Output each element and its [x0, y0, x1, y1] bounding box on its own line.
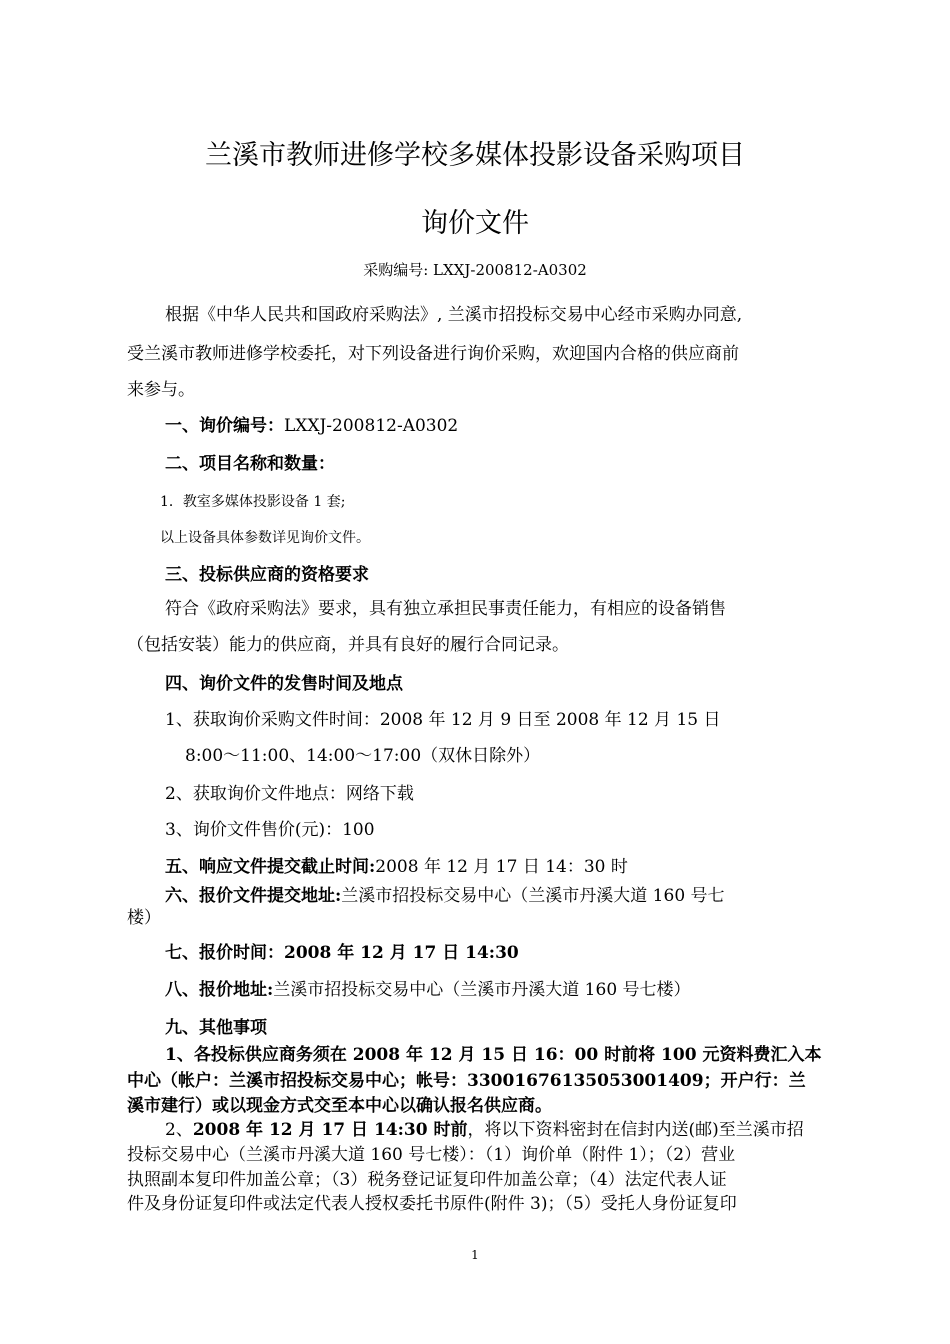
section-1-value: LXXJ-200812-A0302: [284, 416, 459, 436]
procurement-number: 采购编号: LXXJ-200812-A0302: [363, 261, 587, 279]
section-1: [165, 414, 827, 438]
section-3-line-1: 符合《政府采购法》要求，具有独立承担民事责任能力，有相应的设备销售: [165, 599, 726, 619]
section-9-item-2-line-1: [165, 1118, 827, 1142]
intro-line-2: 受兰溪市教师进修学校委托，对下列设备进行询价采购，欢迎国内合格的供应商前: [127, 344, 739, 364]
section-7-heading: 七、报价时间：2008 年 12 月 17 日 14:30: [165, 943, 519, 963]
section-8-value: 兰溪市招投标交易中心（兰溪市丹溪大道 160 号七楼）: [273, 980, 691, 1000]
intro-line-1: 根据《中华人民共和国政府采购法》, 兰溪市招投标交易中心经市采购办同意,: [165, 305, 743, 325]
section-4-item-1-hours: 8:00～11:00、14:00～17:00（双休日除外）: [185, 746, 541, 766]
section-9-item-2-line-2: 投标交易中心（兰溪市丹溪大道 160 号七楼）：（1）询价单（附件 1）；（2）营业: [127, 1145, 736, 1165]
document-title: 兰溪市教师进修学校多媒体投影设备采购项目: [205, 140, 745, 171]
section-6-value-cont: 楼）: [127, 908, 161, 928]
document-subtitle: 询价文件: [421, 208, 529, 239]
section-4-item-3: 3、询价文件售价(元)：100: [165, 820, 375, 840]
section-9-item-2-line-4: 件及身份证复印件或法定代表人授权委托书原件(附件 3)；（5）受托人身份证复印: [127, 1194, 737, 1214]
page-number: 1: [471, 1248, 479, 1262]
intro-line-3: 来参与。: [127, 380, 195, 400]
section-1-heading: 一、询价编号：: [165, 416, 284, 436]
section-9-item-2-prefix: 2、: [165, 1120, 193, 1140]
section-6: [165, 884, 827, 908]
section-5: [165, 855, 827, 879]
section-2-heading: 二、项目名称和数量：: [165, 454, 335, 474]
section-3-line-2: （包括安装）能力的供应商，并具有良好的履行合同记录。: [127, 635, 569, 655]
section-6-value: 兰溪市招投标交易中心（兰溪市丹溪大道 160 号七: [341, 886, 725, 906]
section-9-item-2-deadline: 2008 年 12 月 17 日 14:30 时前: [192, 1120, 468, 1140]
section-9-item-1-line-3: 溪市建行）或以现金方式交至本中心以确认报名供应商。: [127, 1096, 552, 1116]
section-2-item-1: 1．教室多媒体投影设备 1 套;: [160, 494, 346, 510]
section-9-item-1-line-1: 1、各投标供应商务须在 2008 年 12 月 15 日 16：00 时前将 100 元资料费汇入本: [165, 1045, 822, 1065]
section-4-item-2: 2、获取询价文件地点：网络下载: [165, 784, 414, 804]
section-9-heading: 九、其他事项: [165, 1018, 267, 1038]
section-5-value: 2008 年 12 月 17 日 14：30 时: [375, 857, 628, 877]
section-5-heading: 五、响应文件提交截止时间:: [165, 857, 376, 877]
section-9-item-1-line-2: 中心（帐户：兰溪市招投标交易中心；帐号：33001676135053001409；开户行：兰: [127, 1071, 806, 1091]
section-4-heading: 四、询价文件的发售时间及地点: [165, 674, 403, 694]
section-9-item-2-line-3: 执照副本复印件加盖公章；（3）税务登记证复印件加盖公章；（4）法定代表人证: [127, 1170, 727, 1190]
section-6-heading: 六、报价文件提交地址:: [165, 886, 342, 906]
section-8-heading: 八、报价地址:: [165, 980, 274, 1000]
section-8: [165, 978, 827, 1002]
section-2-note: 以上设备具体参数详见询价文件。: [160, 530, 370, 546]
section-3-heading: 三、投标供应商的资格要求: [165, 565, 369, 585]
section-9-item-2-rest: ，将以下资料密封在信封内送(邮)至兰溪市招: [467, 1120, 804, 1140]
section-4-item-1: 1、获取询价采购文件时间：2008 年 12 月 9 日至 2008 年 12 月 15 日: [165, 710, 721, 730]
